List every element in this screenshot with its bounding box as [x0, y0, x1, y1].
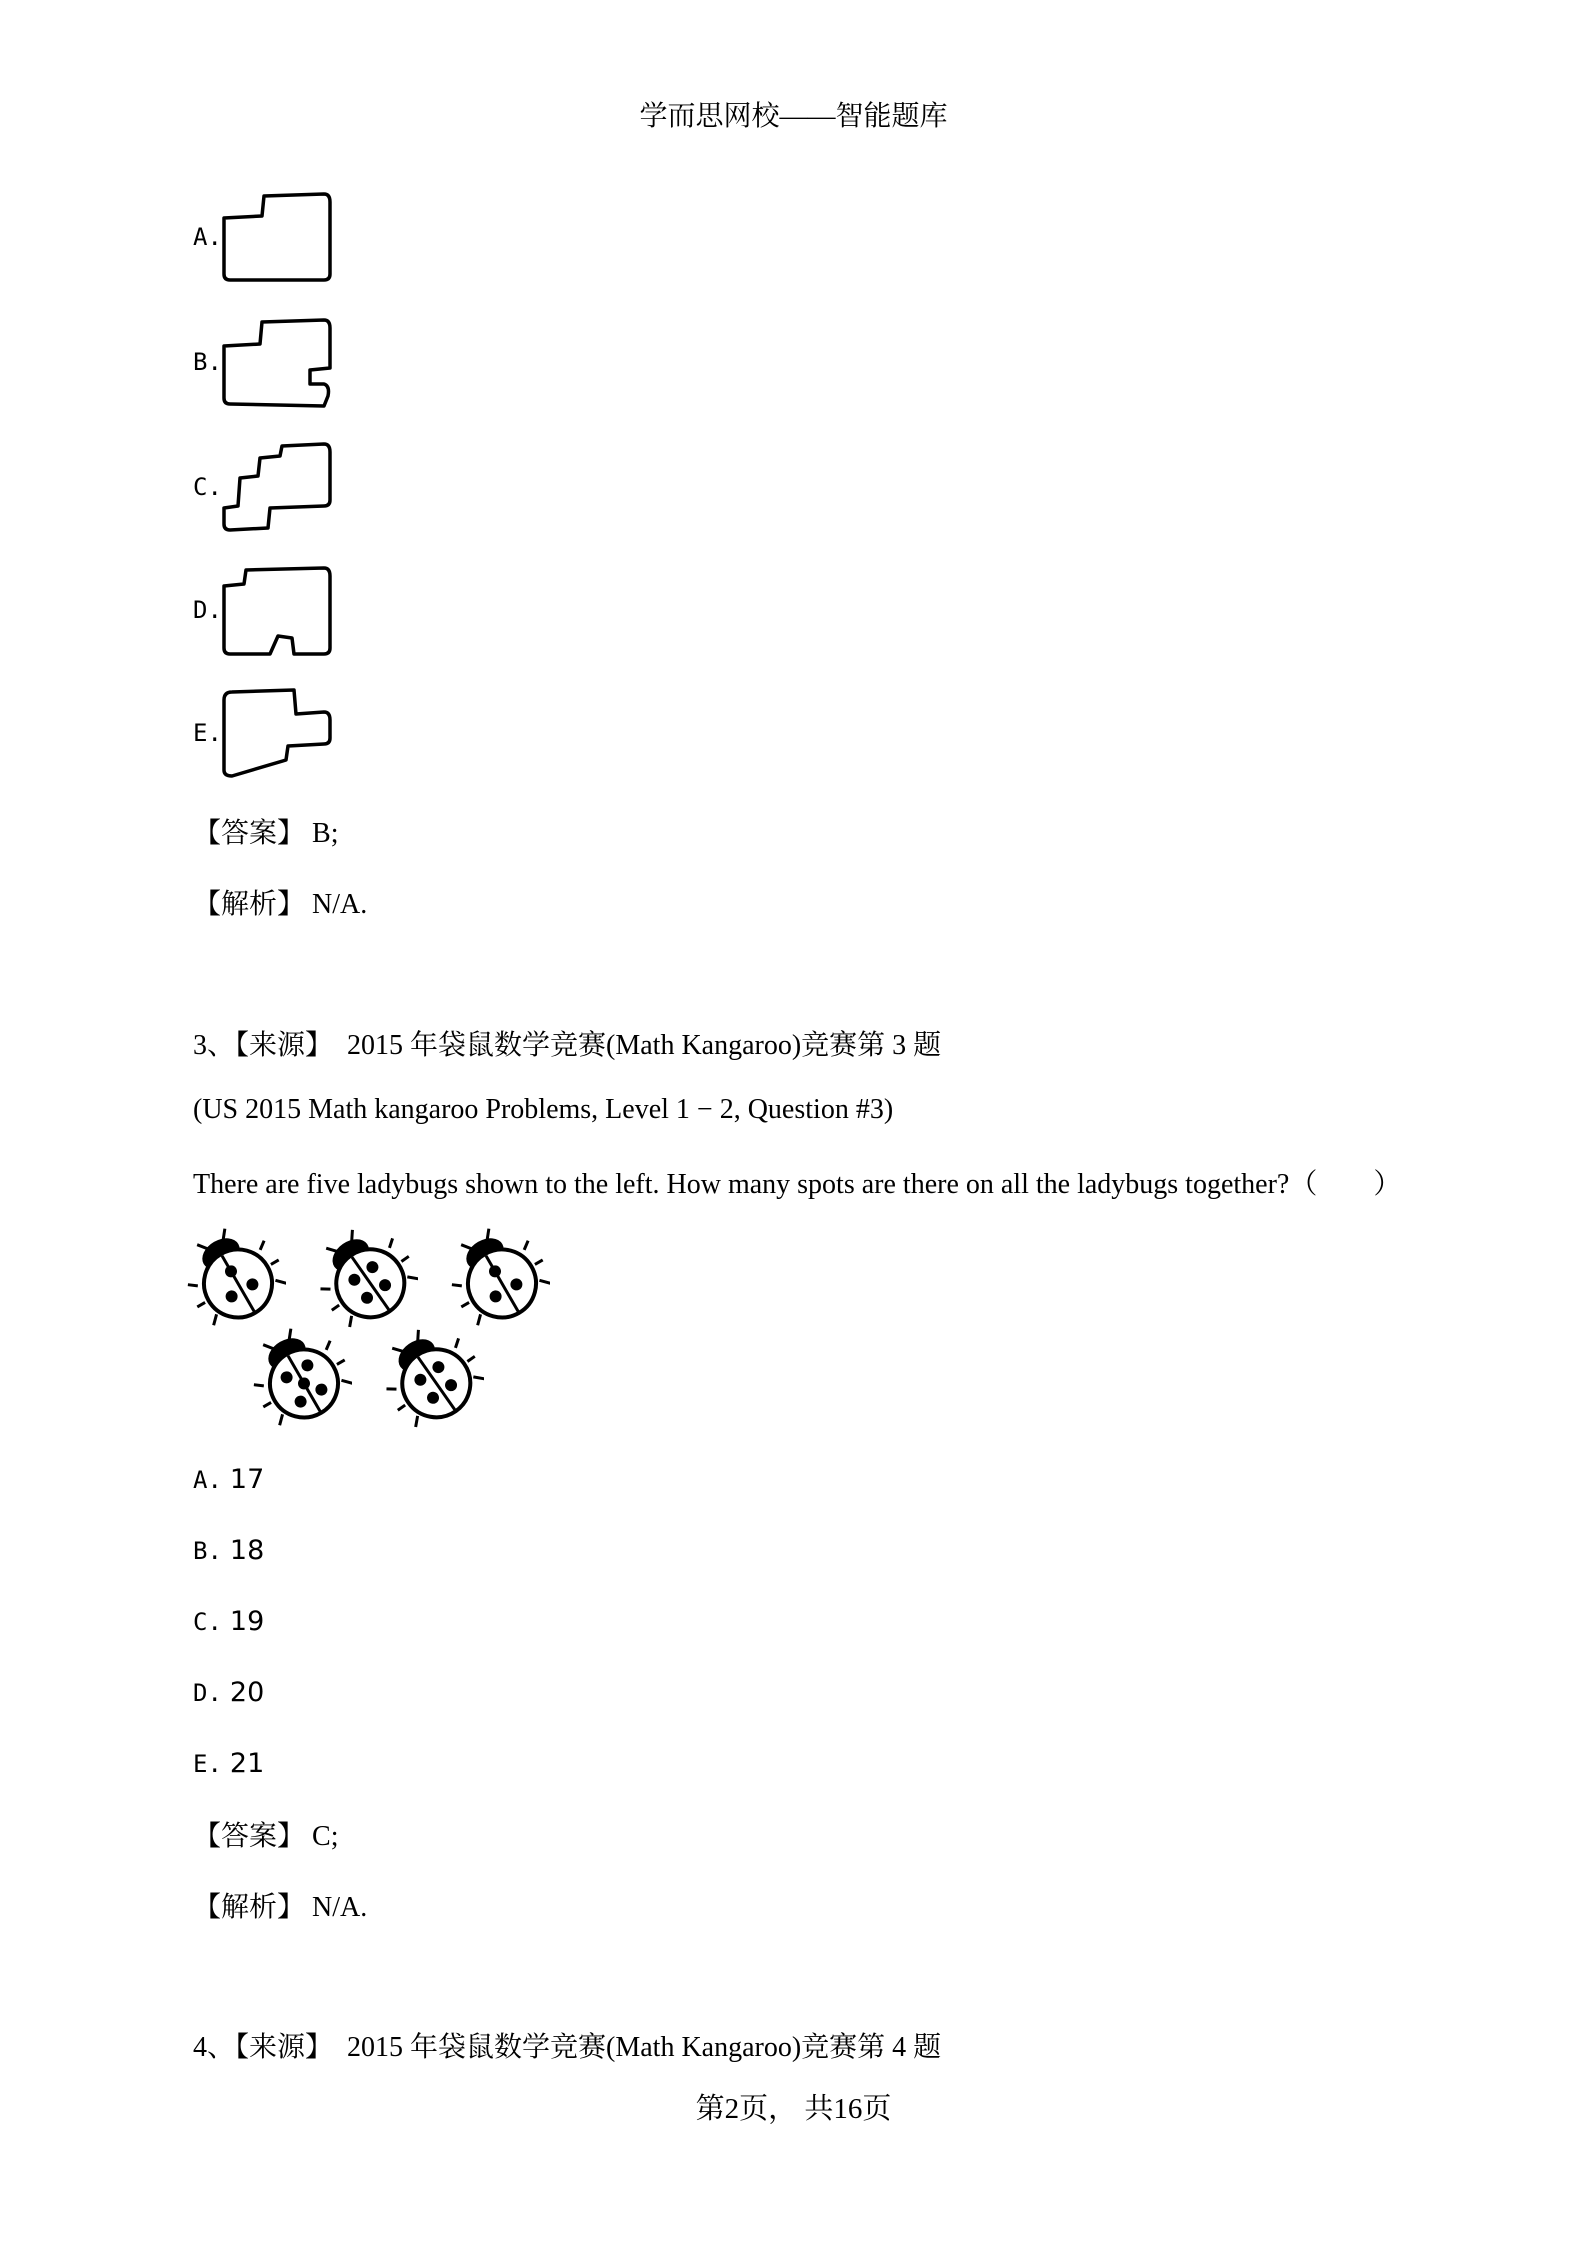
ladybug-leg — [473, 1372, 484, 1383]
page-footer: 第2页， 共16页 — [695, 2093, 892, 2125]
ladybug-leg — [401, 1256, 408, 1261]
analysis-value: N/A. — [312, 889, 368, 920]
answer-value: B; — [312, 818, 339, 849]
q2-option-d-shape — [220, 564, 335, 660]
source-text: 2015 年袋鼠数学竞赛(Math Kangaroo)竞赛第 4 题 — [347, 2032, 942, 2063]
ladybug-5 — [384, 1328, 484, 1428]
q3-analysis-row — [193, 1885, 367, 1925]
ladybug-leg — [332, 1305, 339, 1310]
q3-subtitle: (US 2015 Math kangaroo Problems, Level 1 − 2, Question #3) — [193, 1094, 894, 1125]
q2-analysis-row — [193, 882, 367, 922]
option-value: 21 — [229, 1748, 265, 1779]
ladybug-leg — [254, 1381, 264, 1390]
ladybug-1 — [186, 1228, 286, 1328]
ladybug-leg — [275, 1276, 286, 1287]
option-letter: B. — [193, 1537, 222, 1565]
ladybug-leg — [411, 1416, 422, 1427]
question-number: 4、 — [193, 2032, 236, 2063]
source-label: 【来源】 — [235, 2032, 334, 2063]
q2-answer-row — [193, 811, 338, 851]
ladybug-leg — [407, 1272, 418, 1283]
ladybug-leg — [467, 1356, 474, 1361]
q3-question-text: There are five ladybugs shown to the left. How many spots are there on all the ladybugs together?（ ） — [193, 1169, 1402, 1200]
q3-option-e — [193, 1748, 264, 1779]
analysis-label: 【解析】 — [193, 889, 306, 920]
ladybug-leg — [257, 1241, 267, 1250]
ladybug-leg — [323, 1341, 333, 1350]
ladybug-leg — [341, 1376, 352, 1387]
ladybug-leg — [271, 1260, 279, 1265]
page-header: 学而思网校——智能题库 — [639, 101, 948, 132]
option-letter: E. — [193, 1750, 222, 1778]
ladybug-leg — [452, 1338, 462, 1348]
q2-option-e-shape — [220, 686, 335, 782]
q3-option-b — [193, 1535, 264, 1566]
ladybug-leg — [197, 1302, 205, 1307]
ladybug-leg — [452, 1281, 462, 1290]
q2-option-c-shape — [220, 440, 335, 536]
ladybug-leg — [188, 1281, 198, 1290]
ladybug-leg — [337, 1360, 345, 1365]
option-value: 20 — [229, 1677, 265, 1708]
q3-option-c — [193, 1606, 264, 1637]
q3-source-line — [193, 1023, 941, 1063]
option-value: 19 — [229, 1606, 265, 1637]
option-value: 17 — [229, 1464, 265, 1495]
ladybug-4 — [252, 1328, 352, 1428]
ladybug-leg — [535, 1260, 543, 1265]
ladybug-3 — [450, 1228, 550, 1328]
q2-option-b-letter: B. — [193, 348, 222, 376]
q2-option-c-letter: C. — [193, 473, 222, 501]
q2-option-a-shape — [220, 190, 335, 285]
q3-answer-row — [193, 1814, 338, 1854]
q2-option-e-letter: E. — [193, 719, 222, 747]
q2-option-b-shape — [220, 314, 335, 410]
ladybug-2 — [318, 1228, 418, 1328]
q3-option-a — [193, 1464, 264, 1495]
ladybug-leg — [386, 1384, 396, 1394]
analysis-value: N/A. — [312, 1892, 368, 1923]
ladybug-leg — [345, 1316, 356, 1327]
option-letter: A. — [193, 1466, 222, 1494]
ladybug-leg — [474, 1314, 485, 1325]
answer-label: 【答案】 — [193, 818, 306, 849]
source-label: 【来源】 — [235, 1030, 334, 1061]
q4-source-line — [193, 2025, 941, 2065]
ladybug-leg — [539, 1276, 550, 1287]
option-letter: C. — [193, 1608, 222, 1636]
ladybug-leg — [320, 1284, 330, 1294]
question-number: 3、 — [193, 1030, 236, 1061]
option-value: 18 — [229, 1535, 265, 1566]
ladybug-leg — [263, 1402, 271, 1407]
source-text: 2015 年袋鼠数学竞赛(Math Kangaroo)竞赛第 3 题 — [347, 1030, 942, 1061]
ladybug-leg — [398, 1405, 405, 1410]
analysis-label: 【解析】 — [193, 1892, 306, 1923]
ladybug-leg — [521, 1241, 531, 1250]
ladybug-leg — [210, 1314, 221, 1325]
q3-option-d — [193, 1677, 264, 1708]
answer-value: C; — [312, 1821, 339, 1852]
ladybug-leg — [276, 1414, 287, 1425]
q2-option-d-letter: D. — [193, 596, 222, 624]
option-letter: D. — [193, 1679, 222, 1707]
ladybug-leg — [461, 1302, 469, 1307]
q2-option-a-letter: A. — [193, 223, 222, 251]
ladybug-leg — [386, 1238, 396, 1248]
answer-label: 【答案】 — [193, 1821, 306, 1852]
